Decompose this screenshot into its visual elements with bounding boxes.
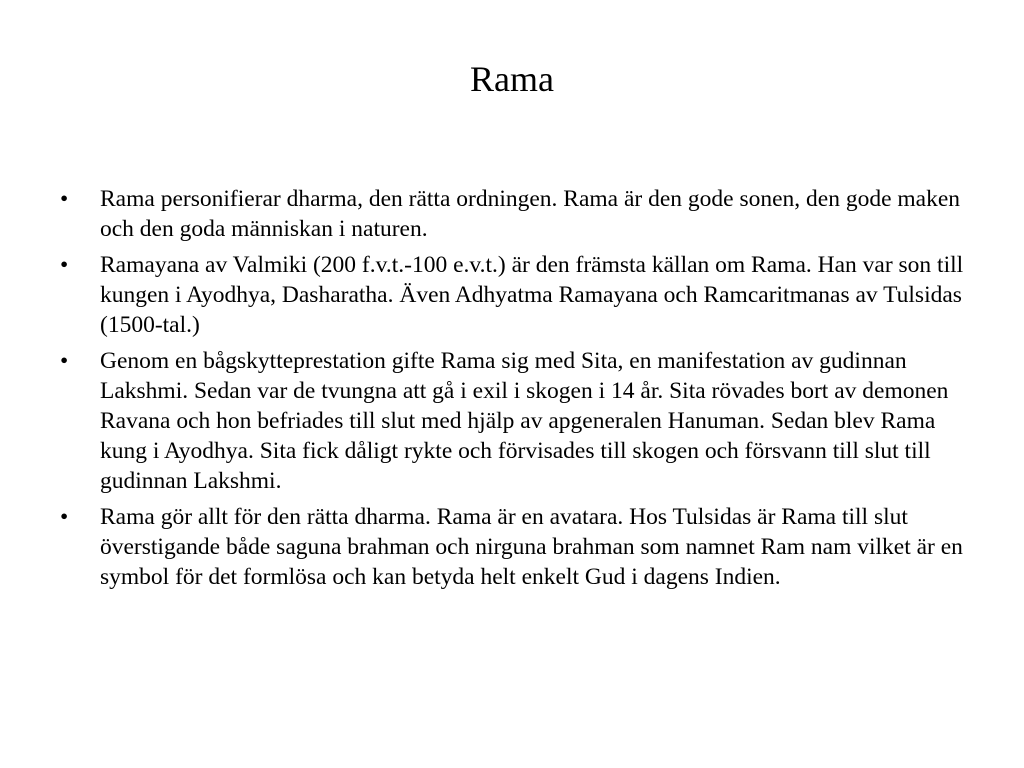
bullet-point-icon: • xyxy=(60,252,69,278)
slide-title: Rama xyxy=(470,59,554,99)
bullet-text: Genom en bågskytteprestation gifte Rama sig med Sita, en manifestation av gudinnan Lakshmi. Sedan var de tvungna att gå i exil i skogen i 14 år. Sita rövades bort av demonen Ravana och hon befriades till slut med hjälp av apgeneralen Hanuman. Sedan blev Rama kung i Ayodhya. Sita fick dåligt rykte och förvisades till skogen och försvann till slut till gudinnan Lakshmi. xyxy=(100,348,949,494)
bullet-item-2 xyxy=(60,250,980,340)
bullet-point-icon: • xyxy=(60,186,69,212)
bullet-text: Ramayana av Valmiki (200 f.v.t.-100 e.v.t.) är den främsta källan om Rama. Han var son till kungen i Ayodhya, Dasharatha. Även Adhyatma Ramayana och Ramcaritmanas av Tulsidas (1500-tal.) xyxy=(100,252,964,338)
bullet-list xyxy=(60,184,980,598)
bullet-text: Rama personifierar dharma, den rätta ordningen. Rama är den gode sonen, den gode maken och den goda människan i naturen. xyxy=(100,186,961,242)
bullet-text: Rama gör allt för den rätta dharma. Rama är en avatara. Hos Tulsidas är Rama till slut överstigande både saguna brahman och nirguna brahman som namnet Ram nam vilket är en symbol för det formlösa och kan betyda helt enkelt Gud i dagens Indien. xyxy=(100,504,963,590)
bullet-item-3 xyxy=(60,346,980,496)
bullet-point-icon: • xyxy=(60,504,69,530)
bullet-point-icon: • xyxy=(60,348,69,374)
bullet-item-4 xyxy=(60,502,980,592)
bullet-item-1 xyxy=(60,184,980,244)
